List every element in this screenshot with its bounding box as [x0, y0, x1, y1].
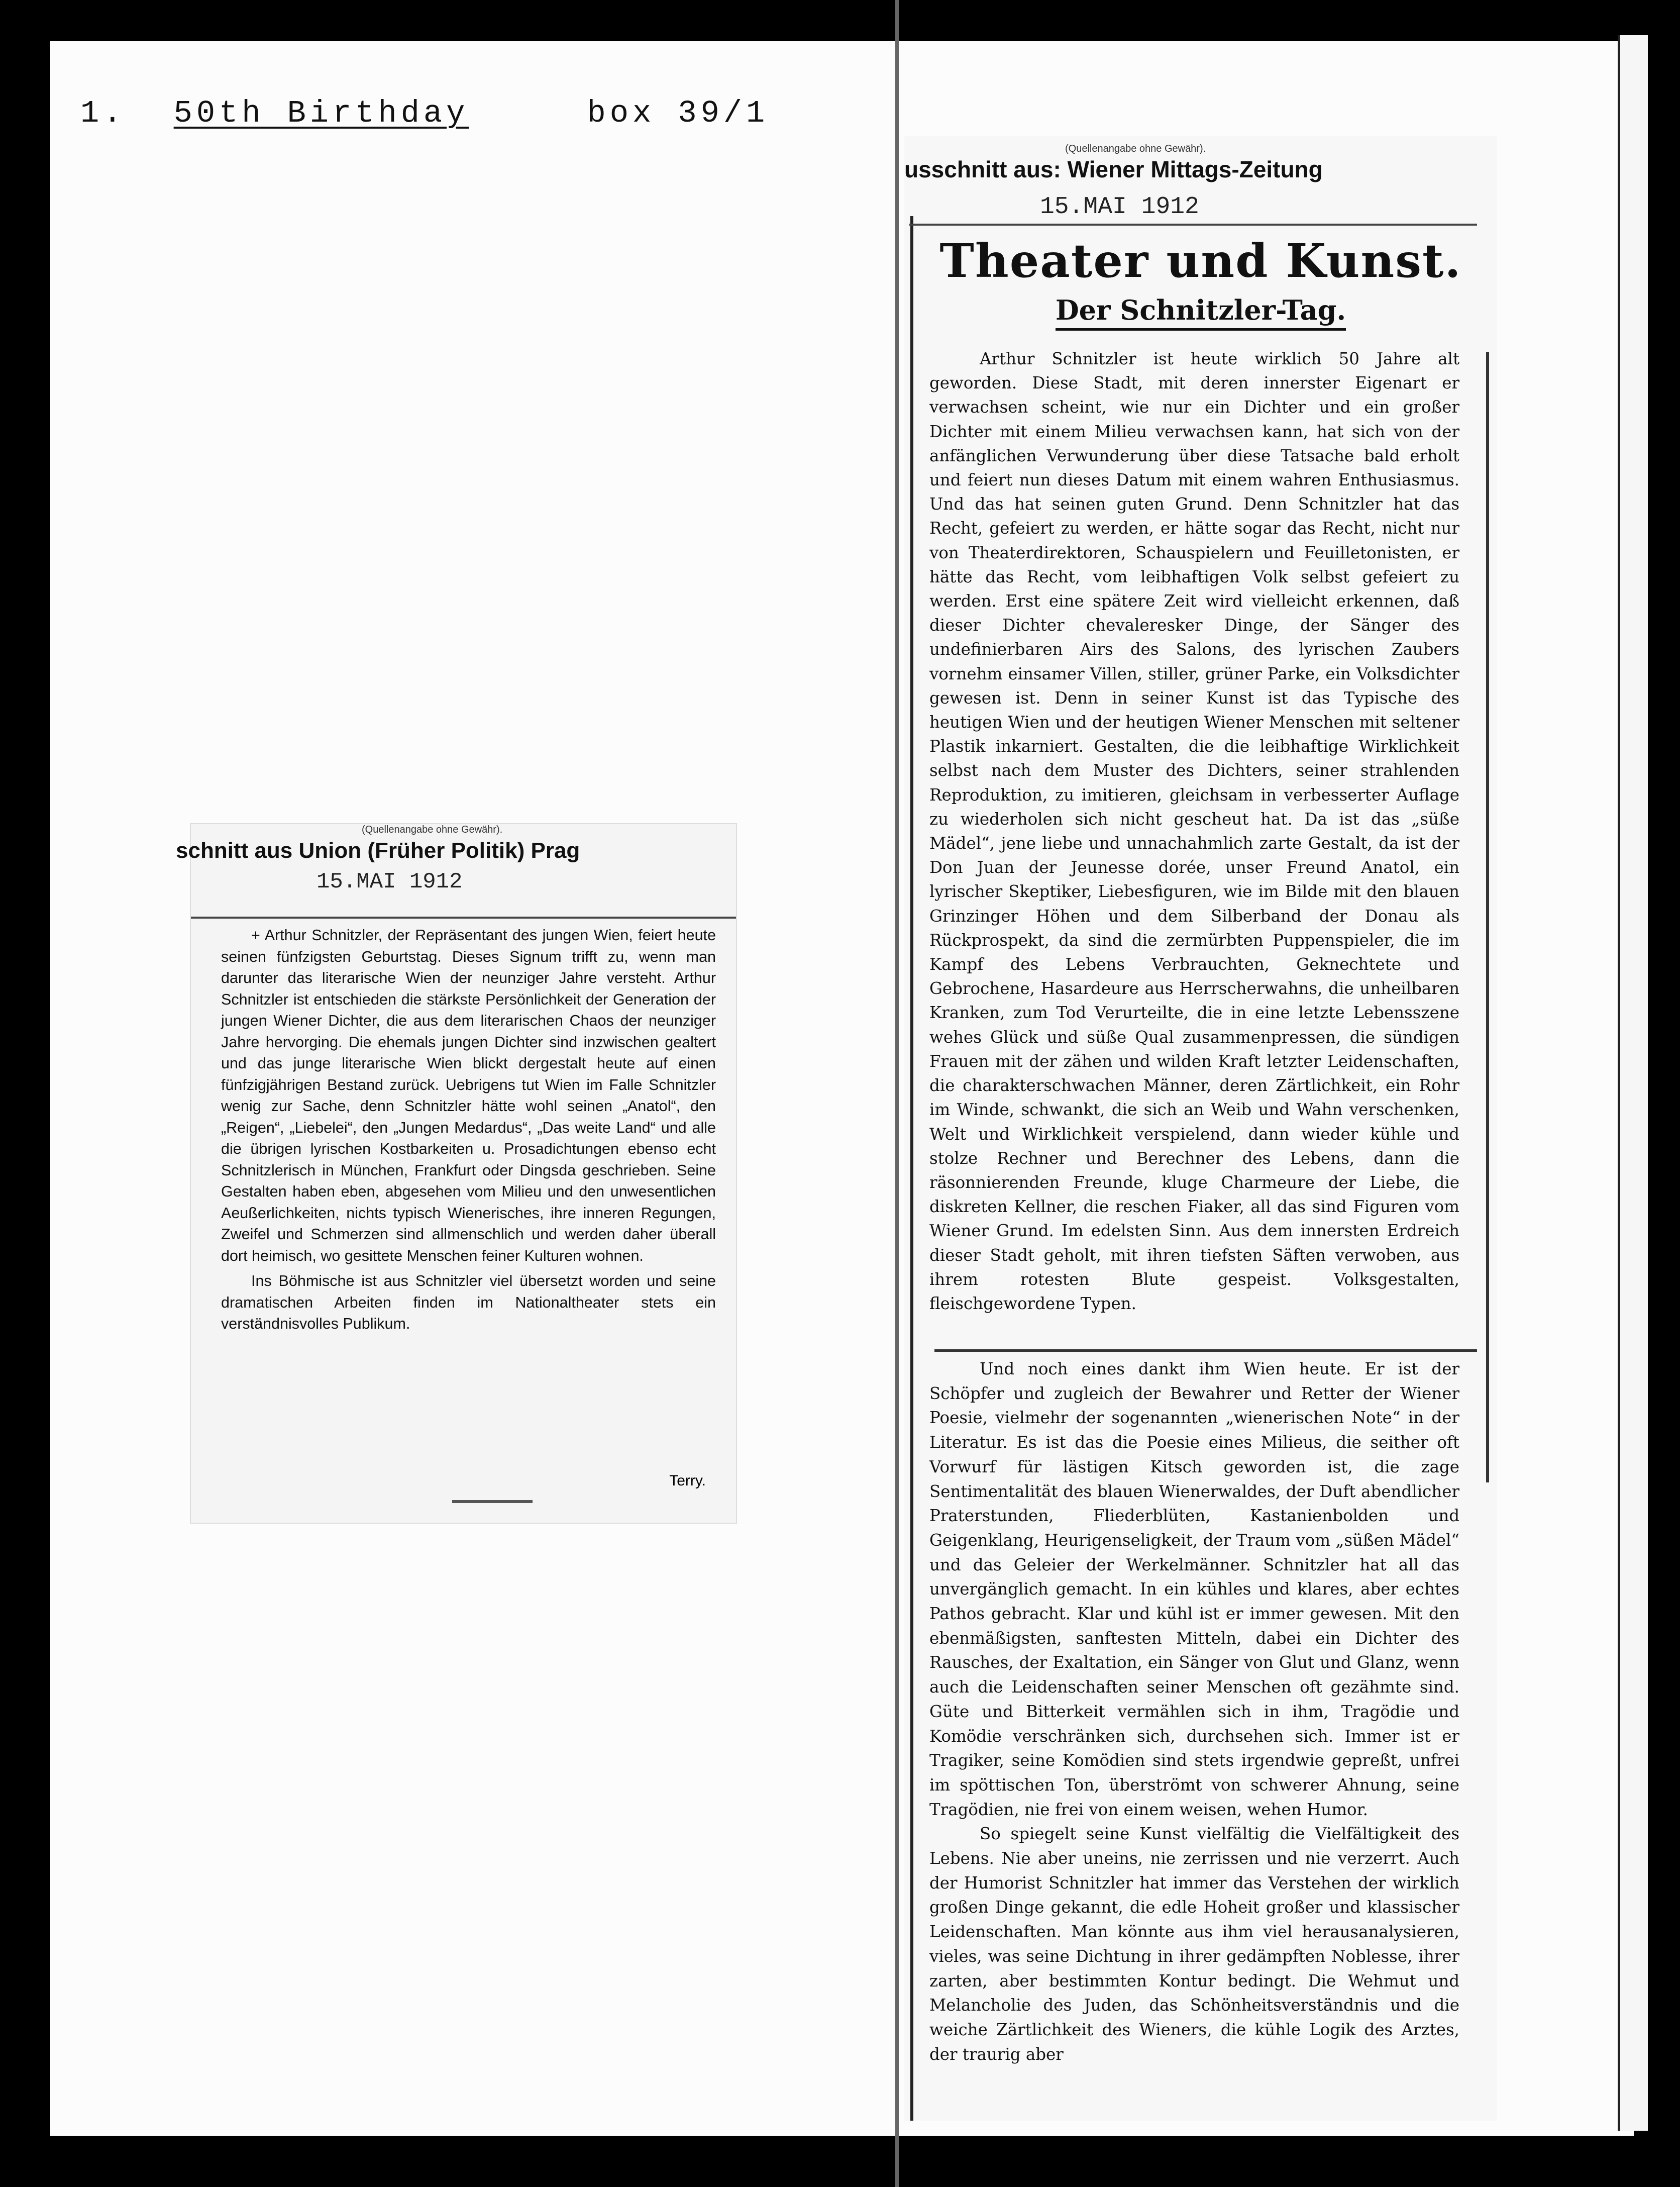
header-number: 1. [80, 95, 126, 131]
article-paragraph: Arthur Schnitzler ist heute wirklich 50 Jahre alt geworden. Diese Stadt, mit deren innerster Eigenart er verwachsen scheint, wie nur ein Dichter und ein großer Dichter mit einem Milieu verwachsen kann, hat sich von der anfänglichen Verwunderung über diese Tatsache bald erholt und feiert nun dieses Datum mit einem wahren Enthusiasmus. Und das hat seinen guten Grund. Denn Schnitzler hat das Recht, gefeiert zu werden, er hätte sogar das Recht, nicht nur von Theaterdirektoren, Schauspielern und Feuilletonisten, er hätte das Recht, vom leibhaftigen Volk selbst gefeiert zu werden. Erst eine spätere Zeit wird vielleicht erkennen, daß dieser Dichter chevaleresker Dinge, der Sänger des undefinierbaren Airs des Salons, des lyrischen Zaubers vornehm einsamer Villen, stiller, grüner Parke, ein Volksdichter gewesen ist. Denn in seiner Kunst ist das Typische des heutigen Wien und der heutigen Wiener Menschen mit seltener Plastik inkarniert. Gestalten, die die leibhaftige Wirklichkeit selbst nach dem Muster des Dichters, seiner strahlenden Reproduktion, zu imitieren, gleichsam in verbesserter Auflage zu wiederholen sich nicht gescheut hat. Da ist das „süße Mädel“, jene liebe und unnachahmlich zarte Gestalt, da ist der Don Juan der Jeunesse dorée, unser Freund Anatol, ein lyrischer Skeptiker, Liebesfiguren, wie im Bilde mit den blauen Grinzinger Höhen und dem Silberband der Donau als Rückprospekt, da sind die zermürbten Puppenspieler, die im Kampf des Lebens Verbrauchten, Geknechtete und Gebrochene, Hasardeure aus Herrscherwahns, die unheilbaren Kranken, zum Tod Verurteilte, die in eine letzte Lebensszene wehes Glück und süße Qual zusammenpressen, die sündigen Frauen mit der zähen und wilden Kraft letzter Leidenschaften, die charakterschwachen Männer, deren Zärtlichkeit, ein Rohr im Winde, schwankt, die sich an Weib und Wahn verschenken, Welt und Wirklichkeit verspielend, dann wieder kühle und stolze Rechner und Berechner des Lebens, dann die räsonnierenden Freunde, kluge Charmeure der Liebe, die diskreten Kellner, die reschen Fiaker, all das sind Figuren vom Wiener Grund. Im edelsten Sinn. Aus dem innersten Erdreich dieser Stadt geholt, mit ihren tiefsten Säften verwoben, aus ihrem rotesten Blute gespeist. Volksgestalten, fleischgewordene Typen. [929, 349, 1459, 1313]
article-title-text: Der Schnitzler-Tag. [1056, 294, 1346, 331]
article-signature: Terry. [669, 1472, 706, 1489]
date-stamp: 15.MAI 1912 [317, 869, 463, 894]
divider [452, 1500, 533, 1503]
source-note: (Quellenangabe ohne Gewähr). [1065, 143, 1206, 154]
article-paragraph: + Arthur Schnitzler, der Repräsentant des jungen Wien, feiert heute seinen fünfzigsten Geburtstag. Dieses Signum trifft zu, wenn man darunter das literarische Wien der neunziger Jahre versteht. Arthur Schnitzler ist entschieden die stärkste Persönlichkeit der Generation der jungen Wiener Dichter, die aus dem literarischen Chaos der neunziger Jahre hervorging. Die ehemals jungen Dichter sind inzwischen gealtert und das junge literarische Wien blickt dergestalt heute auf einen fünfzigjährigen Bestand zurück. Uebrigens tut Wien im Falle Schnitzler wenig zur Sache, denn Schnitzler hätte wohl seinen „Anatol“, den „Reigen“, „Liebelei“, den „Jungen Medardus“, „Das weite Land“ und alle die übrigen lyrischen Kostbarkeiten u. Prosadichtungen ebenso echt Schnitzlerisch in München, Frankfurt oder Dingsda geschrieben. Seine Gestalten haben eben, abgesehen vom Milieu und den unwesentlichen Aeußerlichkeiten, nichts typisch Wienerisches, ihre inneren Regungen, Zweifel und Schmerzen sind allmenschlich und werden daher überall dort heimisch, wo gesittete Menschen feiner Kulturen wohnen. [221, 927, 716, 1264]
divider [934, 1349, 1477, 1352]
source-note: (Quellenangabe ohne Gewähr). [362, 824, 503, 835]
article-title [904, 294, 1497, 326]
article-body-part1 [929, 347, 1459, 1316]
article-paragraph: So spiegelt seine Kunst vielfältig die Vielfältigkeit des Lebens. Nie aber uneins, nie zerrissen und nie verzerrt. Auch der Humorist Schnitzler hat immer das Verstehen der wirklich großen Dinge gekannt, die edle Hoheit großer und klassischer Leidenschaften. Man könnte aus ihm viel herausanalysieren, vieles, was seine Dichtung in ihrer gedämpften Noblesse, ihrer zarten, aber bestimmten Kontur bedingt. Die Wehmut und Melancholie des Juden, das Schönheitsverständnis und die weiche Zärtlichkeit des Wieners, die kühle Logik des Arztes, der traurig aber [929, 1824, 1459, 2064]
header-box: box 39/1 [587, 95, 769, 131]
article-paragraph: Und noch eines dankt ihm Wien heute. Er ist der Schöpfer und zugleich der Bewahrer und Retter der Wiener Poesie, vielmehr der sogenannten „wienerischen Note“ in der Literatur. Es ist das die Poesie eines Milieus, die seither oft Vorwurf für lästigen Kitsch geworden ist, die zage Sentimentalität des blauen Wienerwaldes, der Duft abendlicher Praterstunden, Fliederblüten, Kastanienbolden und Geigenklang, Heurigenseligkeit, der Traum vom „süßen Mädel“ und das Geleier der Werkelmänner. Schnitzler hat all das unvergänglich gemacht. In ein kühles und klares, aber echtes Pathos gebracht. Klar und kühl ist er immer gewesen. Mit den ebenmäßigsten, sanftesten Mitteln, dabei ein Dichter des Rausches, der Exaltation, ein Sänger von Glut und Glanz, wenn auch die Leidenschaften seiner Menschen oft gezähmte sind. Güte und Bitterkeit vermählen sich in ihm, Tragödie und Komödie verschränken sich, durchsehen sich. Immer ist er Tragiker, seine Komödien sind stets irgendwie gepreßt, unfrei im spöttischen Ton, überströmt von schwerer Ahnung, seine Tragödien, nie frei von einem weisen, wehen Humor. [929, 1359, 1459, 1819]
article-paragraph: Ins Böhmische ist aus Schnitzler viel übersetzt worden und seine dramatischen Arbeiten finden im Nationaltheater stets ein verständnisvolles Publikum. [221, 1272, 716, 1332]
divider [191, 917, 736, 919]
archive-header [80, 95, 769, 131]
clipping-edge [910, 216, 913, 2121]
article-section-title: Theater und Kunst. [939, 234, 1462, 288]
newspaper-clipping-mittags-zeitung [904, 136, 1497, 2121]
header-subject: 50th Birthday [173, 95, 469, 131]
fold-line [895, 0, 899, 2187]
sheet-edge [1618, 35, 1648, 2131]
date-stamp: 15.MAI 1912 [1040, 193, 1199, 221]
article-body [221, 925, 716, 1339]
clipping-edge [1486, 352, 1489, 1482]
newspaper-clipping-union [176, 824, 736, 1523]
article-body-part2 [929, 1357, 1459, 2066]
clipping-source: schnitt aus Union (Früher Politik) Prag [176, 838, 580, 863]
divider [909, 224, 1477, 226]
clipping-source: usschnitt aus: Wiener Mittags-Zeitung [904, 156, 1323, 182]
